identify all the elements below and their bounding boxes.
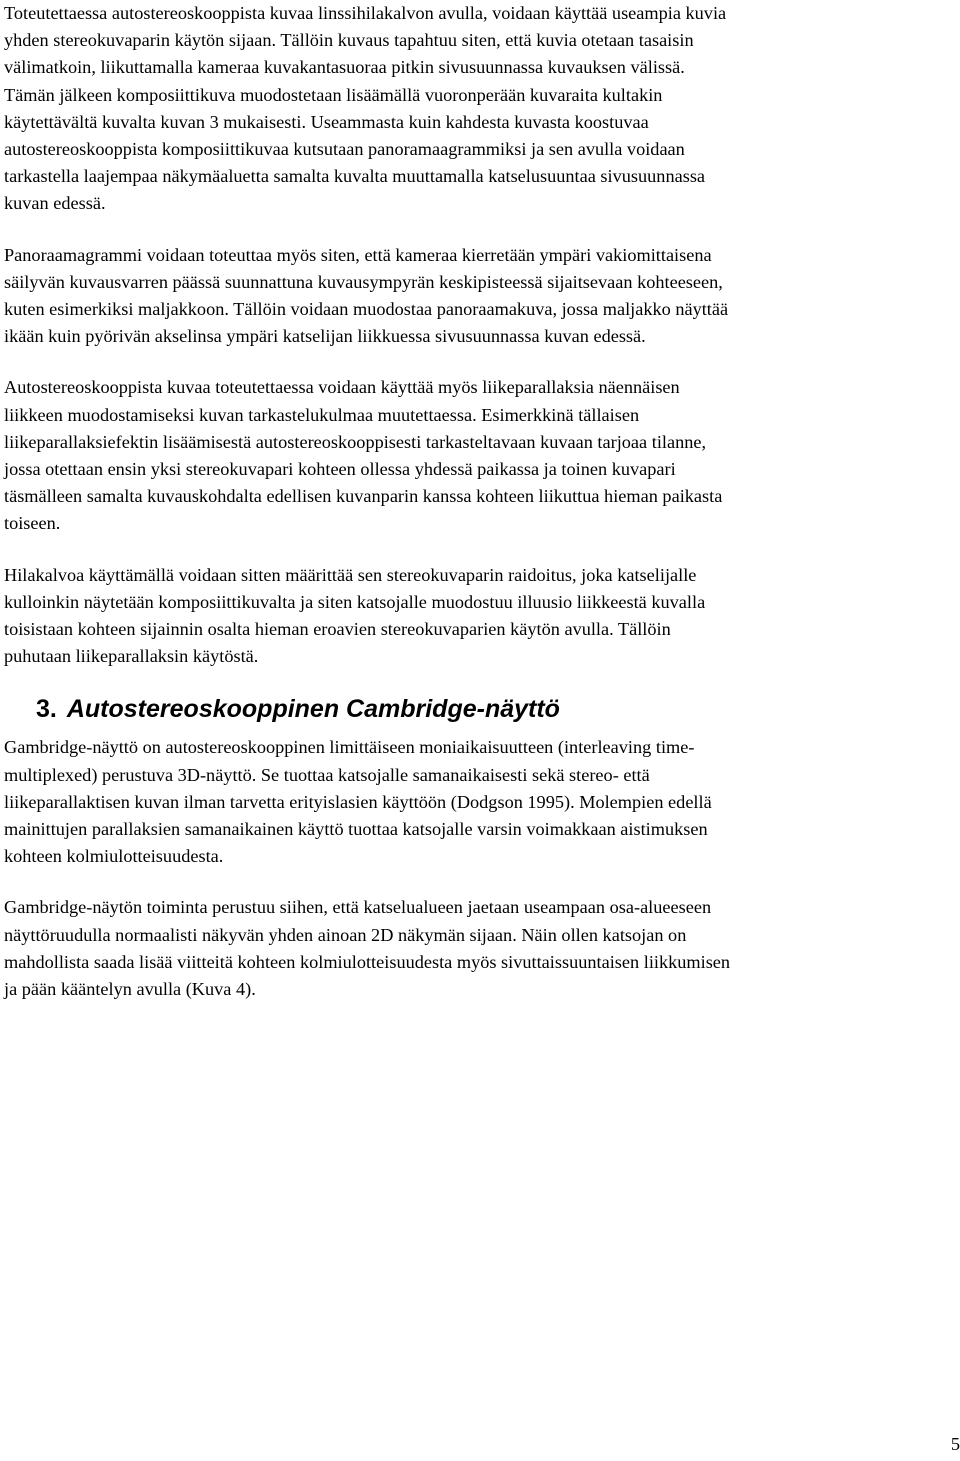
section-number: 3. — [36, 695, 57, 724]
paragraph-cambridge-display-operation: Gambridge-näytön toiminta perustuu siihen, että katselualueen jaetaan useampaan osa-alueeseen näyttöruudulla normaalisti näkyvän yhden ainoan 2D näkymän sijaan. Näin ollen katsojan on mahdollista saada lisää viitteitä kohteen kolmiulotteisuudesta myös sivuttaissuuntaisen liikkumisen ja pään kääntelyn avulla (Kuva 4). — [4, 897, 731, 1000]
paragraph-panoramagram-rotation: Panoraamagrammi voidaan toteuttaa myös siten, että kameraa kierretään ympäri vakiomittaisena säilyvän kuvausvarren päässä suunnattuna kuvausympyrän keskipisteessä sijaitsevaan kohteeseen, kuten esimerkiksi maljakkoon. Tällöin voidaan muodostaa panoraamakuva, jossa maljakko näyttää ikään kuin pyörivän akselinsa ympäri katselijan liikkuessa sivusuunnassa kuvan edessä. — [4, 244, 729, 347]
section-heading — [36, 694, 954, 724]
section-title: Autostereoskooppinen Cambridge-näyttö — [66, 695, 560, 724]
page-number: 5 — [950, 1434, 960, 1454]
paragraph-lenticular-multiview: Toteutettaessa autostereoskooppista kuvaa linssihilakalvon avulla, voidaan käyttää useampia kuvia yhden stereokuvaparin käytön sijaan. Tällöin kuvaus tapahtuu siten, että kuvia otetaan tasaisin välimatkoin, liikuttamalla kameraa kuvakantasuoraa pitkin sivusuunnassa kuvauksen välissä. Tämän jälkeen komposiittikuva muodostetaan lisäämällä vuoronperään kuvaraita kultakin käytettävältä kuvalta kuvan 3 mukaisesti. Useammasta kuin kahdesta kuvasta koostuvaa autostereoskooppista komposiittikuvaa kutsutaan panoramaagrammiksi ja sen avulla voidaan tarkastella laajempaa näkymäaluetta samalta kuvalta muuttamalla katselusuuntaa sivusuunnassa kuvan edessä. — [4, 3, 727, 214]
paragraph-cambridge-display-intro: Gambridge-näyttö on autostereoskooppinen limittäiseen moniaikaisuutteen (interleaving time- multiplexed) perustuva 3D-näyttö. Se tuottaa katsojalle samanaikaisesti sekä stereo- että liikeparallaktisen kuvan ilman tarvetta erityislasien käyttöön (Dodgson 1995). Molempien edellä mainittujen parallaksien samanaikainen käyttö tuottaa katsojalle varsin voimakkaan aistimuksen kohteen kolmiulotteisuudesta. — [4, 737, 712, 867]
paragraph-lenticular-striping: Hilakalvoa käyttämällä voidaan sitten määrittää sen stereokuvaparin raidoitus, joka katselijalle kulloinkin näytetään komposiittikuvalta ja siten katsojalle muodostuu illuusio liikkeestä kuvalla toisistaan kohteen sijainnin osalta hieman eroavien stereokuvaparien käytön avulla. Tällöin puhutaan liikeparallaksin käytöstä. — [4, 564, 706, 667]
document-page — [4, 0, 954, 1027]
paragraph-motion-parallax: Autostereoskooppista kuvaa toteutettaessa voidaan käyttää myös liikeparallaksia näennäisen liikkeen muodostamiseksi kuvan tarkastelukulmaa muutettaessa. Esimerkkinä tällaisen liikeparallaksiefektin lisäämisestä autostereoskooppisesti tarkasteltavaan kuvaan tarjoaa tilanne, jossa otettaan ensin yksi stereokuvapari kohteen ollessa yhdessä paikassa ja toinen kuvapari täsmälleen samalta kuvauskohdalta edellisen kuvanparin kanssa kohteen liikuttua hieman paikasta toiseen. — [4, 377, 723, 534]
